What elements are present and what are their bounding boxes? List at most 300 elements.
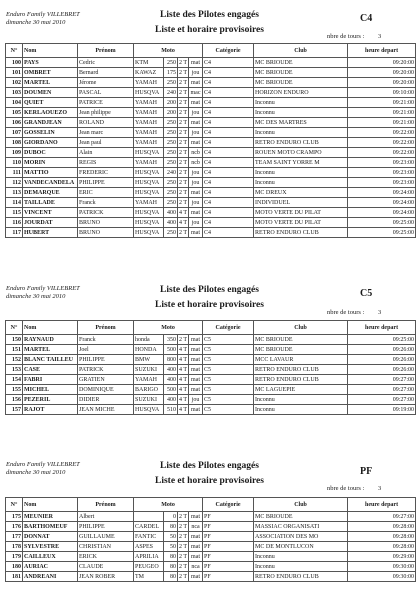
pilot-lastname: MARTEL bbox=[23, 78, 78, 88]
table-row bbox=[6, 128, 416, 138]
moto-brand: SUZUKI bbox=[134, 365, 164, 375]
table-row bbox=[6, 178, 416, 188]
club-name: Inconnu bbox=[254, 128, 348, 138]
tours-value: 3 bbox=[378, 33, 382, 40]
moto-type: mat bbox=[189, 385, 203, 395]
moto-stroke: 2 T bbox=[179, 139, 188, 146]
list-subtitle: Liste et horaire provisoires bbox=[155, 300, 264, 310]
club-name: Inconnu bbox=[254, 108, 348, 118]
pilot-lastname: KERLAOUEZO bbox=[23, 108, 78, 118]
club-name: Inconnu bbox=[254, 168, 348, 178]
category-cell: C4 bbox=[203, 58, 254, 68]
pilot-firstname: REGIS bbox=[78, 158, 134, 168]
pilot-lastname: DUBOC bbox=[23, 148, 78, 158]
moto-brand: YAMAH bbox=[134, 128, 164, 138]
start-time: 09:26:00 bbox=[348, 365, 416, 375]
moto-type: jou bbox=[189, 178, 203, 188]
moto-cc: 50 bbox=[164, 542, 178, 552]
moto-stroke: 2 T bbox=[179, 336, 188, 343]
pilot-lastname: BARTHOMEUF bbox=[23, 522, 78, 532]
moto-type: mat bbox=[189, 58, 203, 68]
tours-count bbox=[327, 485, 381, 492]
start-time: 09:28:00 bbox=[348, 542, 416, 552]
pilot-lastname: HUBERT bbox=[23, 228, 78, 238]
pilot-firstname: DIDIER bbox=[78, 395, 134, 405]
col-categorie: Catégorie bbox=[203, 498, 254, 512]
start-time: 09:26:00 bbox=[348, 345, 416, 355]
pilot-firstname: ERIC bbox=[78, 188, 134, 198]
table-row bbox=[6, 542, 416, 552]
pilot-lastname: RAJOT bbox=[23, 405, 78, 415]
moto-cc: 250 bbox=[164, 178, 178, 188]
moto-cc: 350 bbox=[164, 335, 178, 345]
moto-type: ncb bbox=[189, 158, 203, 168]
category-cell: PF bbox=[203, 512, 254, 522]
club-name: MASSIAC ORGANISATI bbox=[254, 522, 348, 532]
tours-label: nbre de tours : bbox=[327, 485, 365, 492]
moto-brand: HUSQVA bbox=[134, 208, 164, 218]
pilot-lastname: DOUMEN bbox=[23, 88, 78, 98]
col-moto: Moto bbox=[134, 498, 203, 512]
moto-type: mat bbox=[189, 532, 203, 542]
moto-type: mat bbox=[189, 188, 203, 198]
pilot-lastname: VINCENT bbox=[23, 208, 78, 218]
moto-cc: 200 bbox=[164, 98, 178, 108]
table-row bbox=[6, 158, 416, 168]
pilot-firstname: Albert bbox=[78, 512, 134, 522]
moto-type: mat bbox=[189, 78, 203, 88]
pilot-firstname: Alain bbox=[78, 148, 134, 158]
moto-brand: APRILIA bbox=[134, 552, 164, 562]
moto-brand: HUSQVA bbox=[134, 228, 164, 238]
pilot-firstname: Jean marc bbox=[78, 128, 134, 138]
pilot-lastname: DEMARQUE bbox=[23, 188, 78, 198]
club-name: MC BRIOUDE bbox=[254, 512, 348, 522]
moto-cc: 400 bbox=[164, 375, 178, 385]
start-time: 09:26:00 bbox=[348, 355, 416, 365]
pilot-firstname: PHILIPPE bbox=[78, 355, 134, 365]
moto-brand: HUSQVA bbox=[134, 188, 164, 198]
club-name: RETRO ENDURO CLUB bbox=[254, 365, 348, 375]
col-prenom: Prénom bbox=[78, 44, 134, 58]
pilot-lastname: MEUNIER bbox=[23, 512, 78, 522]
table-row bbox=[6, 375, 416, 385]
pilot-lastname: VANDECANDELA bbox=[23, 178, 78, 188]
club-name: MC DE MONTLUCON bbox=[254, 542, 348, 552]
pilot-lastname: MATTIO bbox=[23, 168, 78, 178]
start-time: 09:28:00 bbox=[348, 532, 416, 542]
table-row bbox=[6, 88, 416, 98]
moto-stroke: 2 T bbox=[179, 99, 188, 106]
start-time: 09:20:00 bbox=[348, 58, 416, 68]
pilots-table bbox=[5, 497, 416, 582]
moto-brand: HONDA bbox=[134, 345, 164, 355]
moto-stroke: 2 T bbox=[179, 119, 188, 126]
moto-brand: FANTIC bbox=[134, 532, 164, 542]
start-time: 09:21:00 bbox=[348, 98, 416, 108]
pilot-firstname: Jérome bbox=[78, 78, 134, 88]
pilot-number: 106 bbox=[6, 118, 23, 128]
category-cell: C5 bbox=[203, 395, 254, 405]
category-cell: C4 bbox=[203, 118, 254, 128]
moto-stroke: 4 T bbox=[179, 346, 188, 353]
start-time: 09:27:00 bbox=[348, 395, 416, 405]
moto-type: mac bbox=[189, 88, 203, 98]
moto-type: jou bbox=[189, 198, 203, 208]
table-header bbox=[6, 498, 416, 512]
moto-cc: 800 bbox=[164, 355, 178, 365]
moto-cc: 400 bbox=[164, 218, 178, 228]
club-name: HORIZON ENDURO bbox=[254, 88, 348, 98]
moto-type: mat bbox=[189, 512, 203, 522]
moto-type: mat bbox=[189, 572, 203, 582]
moto-brand: TM bbox=[134, 572, 164, 582]
moto-brand: HUSQVA bbox=[134, 148, 164, 158]
category-cell: C4 bbox=[203, 188, 254, 198]
col-categorie: Catégorie bbox=[203, 44, 254, 58]
pilot-number: 179 bbox=[6, 552, 23, 562]
table-row bbox=[6, 188, 416, 198]
table-body bbox=[6, 335, 416, 415]
organizer-name: Enduro Family VILLEBRET bbox=[6, 461, 80, 468]
pilot-firstname: PHILIPPE bbox=[78, 178, 134, 188]
moto-type: mat bbox=[189, 345, 203, 355]
moto-stroke: 2 T bbox=[179, 129, 188, 136]
category-cell: C4 bbox=[203, 218, 254, 228]
table-row bbox=[6, 58, 416, 68]
category-cell: C4 bbox=[203, 148, 254, 158]
start-time: 09:19:00 bbox=[348, 405, 416, 415]
pilot-lastname: CASE bbox=[23, 365, 78, 375]
category-cell: PF bbox=[203, 542, 254, 552]
moto-brand: KTM bbox=[134, 58, 164, 68]
start-time: 09:20:00 bbox=[348, 78, 416, 88]
pilot-lastname: DONNAT bbox=[23, 532, 78, 542]
section-c4 bbox=[0, 0, 419, 270]
club-name: Inconnu bbox=[254, 98, 348, 108]
pilot-lastname: RAYNAUD bbox=[23, 335, 78, 345]
moto-cc: 50 bbox=[164, 532, 178, 542]
pilot-number: 102 bbox=[6, 78, 23, 88]
club-name: MC DES MARTRES bbox=[254, 118, 348, 128]
col-prenom: Prénom bbox=[78, 321, 134, 335]
moto-type: jou bbox=[189, 168, 203, 178]
col-num: N° bbox=[6, 44, 23, 58]
moto-brand: KAWAZ bbox=[134, 68, 164, 78]
category-cell: C5 bbox=[203, 355, 254, 365]
pilot-firstname: BRUNO bbox=[78, 218, 134, 228]
organizer-name: Enduro Family VILLEBRET bbox=[6, 11, 80, 18]
table-row bbox=[6, 512, 416, 522]
pilot-lastname: MORIN bbox=[23, 158, 78, 168]
pilot-number: 152 bbox=[6, 355, 23, 365]
event-date: dimanche 30 mai 2010 bbox=[6, 293, 66, 300]
table-row bbox=[6, 208, 416, 218]
moto-brand: YAMAH bbox=[134, 98, 164, 108]
table-row bbox=[6, 118, 416, 128]
pilot-number: 181 bbox=[6, 572, 23, 582]
moto-stroke: 2 T bbox=[179, 563, 188, 570]
category-cell: C4 bbox=[203, 178, 254, 188]
pilot-firstname: PASCAL bbox=[78, 88, 134, 98]
col-nom: Nom bbox=[23, 321, 78, 335]
pilot-number: 176 bbox=[6, 522, 23, 532]
moto-cc: 80 bbox=[164, 522, 178, 532]
organizer-name: Enduro Family VILLEBRET bbox=[6, 285, 80, 292]
table-row bbox=[6, 385, 416, 395]
club-name: Inconnu bbox=[254, 405, 348, 415]
moto-cc: 250 bbox=[164, 148, 178, 158]
pilot-number: 177 bbox=[6, 532, 23, 542]
table-header bbox=[6, 321, 416, 335]
pilot-number: 115 bbox=[6, 208, 23, 218]
club-name: RETRO ENDURO CLUB bbox=[254, 138, 348, 148]
col-heure: heure depart bbox=[348, 321, 416, 335]
moto-stroke: 4 T bbox=[179, 209, 188, 216]
club-name: MCC LAVAUR bbox=[254, 355, 348, 365]
moto-cc: 400 bbox=[164, 395, 178, 405]
pilot-number: 113 bbox=[6, 188, 23, 198]
pilot-lastname: MARTEL bbox=[23, 345, 78, 355]
moto-cc: 250 bbox=[164, 78, 178, 88]
pilot-number: 104 bbox=[6, 98, 23, 108]
pilot-firstname: CLAUDE bbox=[78, 562, 134, 572]
moto-stroke: 2 T bbox=[179, 543, 188, 550]
tours-label: nbre de tours : bbox=[327, 309, 365, 316]
start-time: 09:21:00 bbox=[348, 118, 416, 128]
start-time: 09:24:00 bbox=[348, 188, 416, 198]
tours-count bbox=[327, 309, 381, 316]
category-cell: C4 bbox=[203, 158, 254, 168]
pilot-lastname: PEZERIL bbox=[23, 395, 78, 405]
moto-stroke: 2 T bbox=[179, 149, 188, 156]
list-title: Liste des Pilotes engagés bbox=[160, 285, 259, 295]
moto-type: jou bbox=[189, 128, 203, 138]
moto-cc: 250 bbox=[164, 158, 178, 168]
table-row bbox=[6, 218, 416, 228]
club-name: MC BRIOUDE bbox=[254, 335, 348, 345]
table-row bbox=[6, 562, 416, 572]
category-cell: PF bbox=[203, 572, 254, 582]
category-cell: PF bbox=[203, 522, 254, 532]
table-row bbox=[6, 395, 416, 405]
pilot-lastname: FABRI bbox=[23, 375, 78, 385]
moto-type: mat bbox=[189, 542, 203, 552]
pilot-number: 180 bbox=[6, 562, 23, 572]
moto-cc: 400 bbox=[164, 208, 178, 218]
pilot-firstname: PATRICK bbox=[78, 365, 134, 375]
start-time: 09:20:00 bbox=[348, 68, 416, 78]
table-row bbox=[6, 552, 416, 562]
moto-brand: HUSQVA bbox=[134, 218, 164, 228]
moto-brand: YAMAH bbox=[134, 198, 164, 208]
list-title: Liste des Pilotes engagés bbox=[160, 10, 259, 20]
category-cell: C4 bbox=[203, 138, 254, 148]
category-code: PF bbox=[360, 466, 373, 477]
category-cell: C4 bbox=[203, 198, 254, 208]
col-prenom: Prénom bbox=[78, 498, 134, 512]
start-time: 09:25:00 bbox=[348, 218, 416, 228]
moto-cc: 250 bbox=[164, 188, 178, 198]
table-row bbox=[6, 98, 416, 108]
start-time: 09:25:00 bbox=[348, 335, 416, 345]
start-time: 09:22:00 bbox=[348, 138, 416, 148]
moto-brand bbox=[134, 512, 164, 522]
start-time: 09:25:00 bbox=[348, 228, 416, 238]
col-moto: Moto bbox=[134, 321, 203, 335]
pilot-lastname: TAILLADE bbox=[23, 198, 78, 208]
moto-cc: 250 bbox=[164, 138, 178, 148]
pilot-firstname: ROLAND bbox=[78, 118, 134, 128]
event-date: dimanche 30 mai 2010 bbox=[6, 19, 66, 26]
list-subtitle: Liste et horaire provisoires bbox=[155, 476, 264, 486]
table-row bbox=[6, 345, 416, 355]
pilot-firstname: CHRISTIAN bbox=[78, 542, 134, 552]
pilot-lastname: ANDREANI bbox=[23, 572, 78, 582]
pilot-firstname: BRUNO bbox=[78, 228, 134, 238]
club-name: Inconnu bbox=[254, 395, 348, 405]
moto-cc: 510 bbox=[164, 405, 178, 415]
moto-brand: YAMAH bbox=[134, 108, 164, 118]
moto-cc: 240 bbox=[164, 168, 178, 178]
col-moto: Moto bbox=[134, 44, 203, 58]
table-row bbox=[6, 68, 416, 78]
club-name: RETRO ENDURO CLUB bbox=[254, 572, 348, 582]
moto-brand: HUSQVA bbox=[134, 178, 164, 188]
pilot-number: 157 bbox=[6, 405, 23, 415]
moto-type: jou bbox=[189, 395, 203, 405]
pilot-number: 100 bbox=[6, 58, 23, 68]
col-nom: Nom bbox=[23, 498, 78, 512]
pilot-number: 107 bbox=[6, 128, 23, 138]
category-cell: PF bbox=[203, 532, 254, 542]
table-row bbox=[6, 228, 416, 238]
start-time: 09:23:00 bbox=[348, 178, 416, 188]
pilot-number: 117 bbox=[6, 228, 23, 238]
moto-cc: 0 bbox=[164, 512, 178, 522]
table-row bbox=[6, 78, 416, 88]
table-row bbox=[6, 365, 416, 375]
category-code: C5 bbox=[360, 288, 373, 299]
moto-cc: 250 bbox=[164, 128, 178, 138]
list-title: Liste des Pilotes engagés bbox=[160, 461, 259, 471]
pilot-firstname: JEAN ROBER bbox=[78, 572, 134, 582]
pilot-number: 109 bbox=[6, 148, 23, 158]
category-code: C4 bbox=[360, 13, 373, 24]
table-row bbox=[6, 355, 416, 365]
moto-cc: 250 bbox=[164, 58, 178, 68]
table-row bbox=[6, 198, 416, 208]
category-cell: C5 bbox=[203, 345, 254, 355]
col-nom: Nom bbox=[23, 44, 78, 58]
moto-brand: honda bbox=[134, 335, 164, 345]
pilot-firstname: DOMINIQUE bbox=[78, 385, 134, 395]
moto-brand: SUZUKI bbox=[134, 395, 164, 405]
moto-type: mat bbox=[189, 208, 203, 218]
start-time: 09:22:00 bbox=[348, 148, 416, 158]
pilot-number: 111 bbox=[6, 168, 23, 178]
col-num: N° bbox=[6, 321, 23, 335]
moto-type: mat bbox=[189, 375, 203, 385]
category-cell: PF bbox=[203, 562, 254, 572]
start-time: 09:30:00 bbox=[348, 572, 416, 582]
start-time: 09:23:00 bbox=[348, 168, 416, 178]
pilot-firstname: Franck bbox=[78, 198, 134, 208]
moto-stroke: 2 T bbox=[179, 553, 188, 560]
club-name: ROUEN MOTO CRAMPO bbox=[254, 148, 348, 158]
moto-stroke: 4 T bbox=[179, 219, 188, 226]
pilots-table bbox=[5, 320, 416, 415]
pilot-number: 116 bbox=[6, 218, 23, 228]
col-club: Club bbox=[254, 44, 348, 58]
start-time: 09:10:00 bbox=[348, 88, 416, 98]
pilot-number: 178 bbox=[6, 542, 23, 552]
pilot-lastname: GRANDJEAN bbox=[23, 118, 78, 128]
category-cell: C4 bbox=[203, 78, 254, 88]
pilot-lastname: GOSSELIN bbox=[23, 128, 78, 138]
moto-cc: 80 bbox=[164, 572, 178, 582]
category-cell: C4 bbox=[203, 108, 254, 118]
moto-cc: 500 bbox=[164, 345, 178, 355]
moto-brand: YAMAH bbox=[134, 158, 164, 168]
category-cell: C5 bbox=[203, 385, 254, 395]
moto-stroke: 2 T bbox=[179, 89, 188, 96]
club-name: Inconnu bbox=[254, 178, 348, 188]
table-row bbox=[6, 405, 416, 415]
moto-stroke: 2 T bbox=[179, 159, 188, 166]
section-c5 bbox=[0, 280, 419, 430]
table-row bbox=[6, 138, 416, 148]
club-name: MC BRIOUDE bbox=[254, 68, 348, 78]
pilot-firstname: PHILIPPE bbox=[78, 522, 134, 532]
section-pf bbox=[0, 455, 419, 600]
pilot-number: 105 bbox=[6, 108, 23, 118]
moto-stroke: 2 T bbox=[179, 189, 188, 196]
pilot-number: 114 bbox=[6, 198, 23, 208]
club-name: Inconnu bbox=[254, 562, 348, 572]
moto-type: mat bbox=[189, 98, 203, 108]
category-cell: C4 bbox=[203, 128, 254, 138]
pilot-firstname: JEAN MICHE bbox=[78, 405, 134, 415]
moto-stroke: 2 T bbox=[179, 169, 188, 176]
moto-type: jou bbox=[189, 108, 203, 118]
moto-type: mat bbox=[189, 552, 203, 562]
start-time: 09:21:00 bbox=[348, 108, 416, 118]
table-body bbox=[6, 512, 416, 582]
moto-type: ncb bbox=[189, 148, 203, 158]
pilot-number: 103 bbox=[6, 88, 23, 98]
moto-stroke: 4 T bbox=[179, 356, 188, 363]
club-name: MC DREUX bbox=[254, 188, 348, 198]
table-body bbox=[6, 58, 416, 238]
club-name: RETRO ENDURO CLUB bbox=[254, 228, 348, 238]
moto-type: mat bbox=[189, 228, 203, 238]
start-time: 09:28:00 bbox=[348, 522, 416, 532]
table-row bbox=[6, 148, 416, 158]
moto-brand: HUSQVA bbox=[134, 405, 164, 415]
start-time: 09:24:00 bbox=[348, 208, 416, 218]
moto-type: mat bbox=[189, 138, 203, 148]
moto-cc: 200 bbox=[164, 108, 178, 118]
start-time: 09:22:00 bbox=[348, 128, 416, 138]
moto-type: jou bbox=[189, 68, 203, 78]
moto-type: mat bbox=[189, 365, 203, 375]
club-name: Inconnu bbox=[254, 552, 348, 562]
pilot-lastname: QUIET bbox=[23, 98, 78, 108]
category-cell: C4 bbox=[203, 88, 254, 98]
moto-cc: 250 bbox=[164, 228, 178, 238]
moto-cc: 80 bbox=[164, 562, 178, 572]
